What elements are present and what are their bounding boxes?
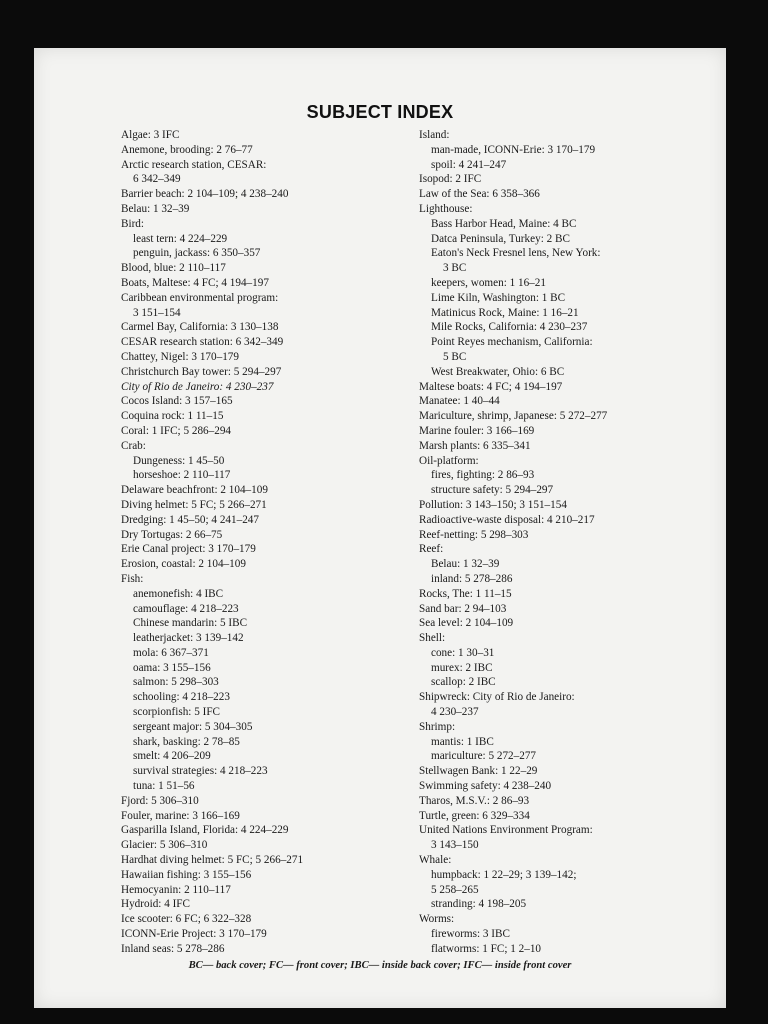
index-entry: Worms: — [419, 913, 455, 926]
index-entry: Erosion, coastal: 2 104–109 — [121, 558, 246, 571]
index-entry: Manatee: 1 40–44 — [419, 395, 500, 408]
index-entry: West Breakwater, Ohio: 6 BC — [431, 365, 565, 378]
index-entry: oama: 3 155–156 — [133, 661, 211, 674]
index-entry: Turtle, green: 6 329–334 — [419, 809, 530, 822]
index-entry: Diving helmet: 5 FC; 5 266–271 — [121, 498, 267, 511]
index-entry: Coral: 1 IFC; 5 286–294 — [121, 424, 232, 437]
index-entry: Caribbean environmental program: — [121, 291, 279, 304]
index-entry: keepers, women: 1 16–21 — [431, 276, 546, 289]
index-entry: Dredging: 1 45–50; 4 241–247 — [121, 513, 259, 526]
index-entry: mariculture: 5 272–277 — [431, 750, 537, 763]
index-entry: spoil: 4 241–247 — [431, 158, 507, 171]
index-entry: Hemocyanin: 2 110–117 — [121, 883, 231, 896]
index-entry: Radioactive-waste disposal: 4 210–217 — [419, 513, 595, 526]
index-entry: Stellwagen Bank: 1 22–29 — [419, 765, 538, 778]
index-entry: Boats, Maltese: 4 FC; 4 194–197 — [121, 276, 269, 289]
index-entry: Christchurch Bay tower: 5 294–297 — [121, 365, 282, 378]
index-entry: inland: 5 278–286 — [431, 572, 513, 585]
index-entry: mola: 6 367–371 — [133, 646, 209, 659]
index-entry: leatherjacket: 3 139–142 — [133, 632, 244, 645]
index-entry: Marine fouler: 3 166–169 — [419, 424, 535, 437]
index-entry: Delaware beachfront: 2 104–109 — [121, 484, 268, 497]
index-entry: Bird: — [121, 217, 144, 230]
index-entry: Reef: — [419, 543, 444, 556]
index-entry: tuna: 1 51–56 — [133, 780, 195, 793]
index-entry: Hawaiian fishing: 3 155–156 — [121, 868, 252, 881]
index-entry: ICONN-Erie Project: 3 170–179 — [121, 928, 267, 941]
index-entry: Crab: — [121, 439, 146, 452]
index-entry: Barrier beach: 2 104–109; 4 238–240 — [121, 188, 289, 201]
index-entry: Sea level: 2 104–109 — [419, 617, 514, 630]
index-entry: 3 BC — [443, 262, 467, 275]
index-entry: Erie Canal project: 3 170–179 — [121, 543, 256, 556]
index-entry: Point Reyes mechanism, California: — [431, 336, 593, 349]
index-entry: survival strategies: 4 218–223 — [133, 765, 268, 778]
index-entry: Fjord: 5 306–310 — [121, 794, 199, 807]
index-entry: Ice scooter: 6 FC; 6 322–328 — [121, 913, 252, 926]
index-entry: fires, fighting: 2 86–93 — [431, 469, 535, 482]
index-entry: shark, basking: 2 78–85 — [133, 735, 240, 748]
index-entry: Reef-netting: 5 298–303 — [419, 528, 529, 541]
index-entry: least tern: 4 224–229 — [133, 232, 228, 245]
index-entry: Chattey, Nigel: 3 170–179 — [121, 350, 239, 363]
index-entry: Lighthouse: — [419, 202, 473, 215]
index-entry: fireworms: 3 IBC — [431, 928, 510, 941]
index-entry: 3 151–154 — [133, 306, 181, 319]
index-entry: CESAR research station: 6 342–349 — [121, 336, 284, 349]
index-entry: Arctic research station, CESAR: — [121, 158, 267, 171]
index-entry: Tharos, M.S.V.: 2 86–93 — [419, 794, 530, 807]
index-entry: Marsh plants: 6 335–341 — [419, 439, 531, 452]
index-entry: Shrimp: — [419, 720, 456, 733]
index-entry: 5 BC — [443, 350, 467, 363]
index-entry: Bass Harbor Head, Maine: 4 BC — [431, 217, 577, 230]
index-entry: Sand bar: 2 94–103 — [419, 602, 507, 615]
index-column-right — [419, 128, 719, 957]
index-entry: Lime Kiln, Washington: 1 BC — [431, 291, 566, 304]
index-entry: Matinicus Rock, Maine: 1 16–21 — [431, 306, 579, 319]
index-entry: Dungeness: 1 45–50 — [133, 454, 225, 467]
index-entry: humpback: 1 22–29; 3 139–142; — [431, 868, 577, 881]
page-title: SUBJECT INDEX — [306, 102, 454, 122]
index-entry: Glacier: 5 306–310 — [121, 839, 208, 852]
index-entry: Hydroid: 4 IFC — [121, 898, 190, 911]
index-entry: 6 342–349 — [133, 173, 181, 186]
index-entry: Oil-platform: — [419, 454, 479, 467]
index-entry: Whale: — [419, 854, 452, 867]
index-entry: Datca Peninsula, Turkey: 2 BC — [431, 232, 570, 245]
index-entry: Coquina rock: 1 11–15 — [121, 410, 224, 423]
index-entry: camouflage: 4 218–223 — [133, 602, 239, 615]
index-entry: salmon: 5 298–303 — [133, 676, 219, 689]
index-entry: Island: — [419, 129, 450, 141]
index-entry: City of Rio de Janeiro: 4 230–237 — [121, 380, 274, 393]
index-entry: Fouler, marine: 3 166–169 — [121, 809, 240, 822]
index-entry: smelt: 4 206–209 — [133, 750, 211, 763]
index-entry: Gasparilla Island, Florida: 4 224–229 — [121, 824, 289, 837]
index-entry: Eaton's Neck Fresnel lens, New York: — [431, 247, 601, 260]
abbreviation-legend: BC— back cover; FC— front cover; IBC— inside back cover; IFC— inside front cover — [188, 960, 572, 971]
index-entry: schooling: 4 218–223 — [133, 691, 230, 704]
index-entry: anemonefish: 4 IBC — [133, 587, 224, 600]
index-entry: scorpionfish: 5 IFC — [133, 706, 221, 719]
index-entry: man-made, ICONN-Erie: 3 170–179 — [431, 143, 596, 156]
index-entry: penguin, jackass: 6 350–357 — [133, 247, 261, 260]
index-entry: Shipwreck: City of Rio de Janeiro: — [419, 691, 575, 704]
index-entry: 3 143–150 — [431, 839, 479, 852]
index-entry: Hardhat diving helmet: 5 FC; 5 266–271 — [121, 854, 304, 867]
index-entry: Law of the Sea: 6 358–366 — [419, 188, 540, 201]
index-column-left — [121, 128, 421, 957]
index-entry: Swimming safety: 4 238–240 — [419, 780, 552, 793]
index-entry: sergeant major: 5 304–305 — [133, 720, 253, 733]
index-entry: Inland seas: 5 278–286 — [121, 942, 225, 955]
index-entry: Algae: 3 IFC — [121, 129, 180, 141]
index-entry: Anemone, brooding: 2 76–77 — [121, 143, 253, 156]
index-entry: flatworms: 1 FC; 1 2–10 — [431, 942, 542, 955]
index-entry: Mariculture, shrimp, Japanese: 5 272–277 — [419, 410, 608, 423]
index-entry: mantis: 1 IBC — [431, 735, 494, 748]
index-entry: Dry Tortugas: 2 66–75 — [121, 528, 223, 541]
index-entry: stranding: 4 198–205 — [431, 898, 527, 911]
index-entry: Shell: — [419, 632, 446, 645]
index-entry: Belau: 1 32–39 — [121, 202, 190, 215]
index-entry: cone: 1 30–31 — [431, 646, 495, 659]
index-entry: Fish: — [121, 572, 144, 585]
index-entry: structure safety: 5 294–297 — [431, 484, 554, 497]
index-entry: Chinese mandarin: 5 IBC — [133, 617, 248, 630]
index-entry: Maltese boats: 4 FC; 4 194–197 — [419, 380, 563, 393]
index-entry: Mile Rocks, California: 4 230–237 — [431, 321, 588, 334]
index-entry: Blood, blue: 2 110–117 — [121, 262, 226, 275]
index-entry: 4 230–237 — [431, 706, 479, 719]
index-page — [34, 48, 726, 1008]
index-entry: Pollution: 3 143–150; 3 151–154 — [419, 498, 567, 511]
index-entry: scallop: 2 IBC — [431, 676, 496, 689]
index-entry: Carmel Bay, California: 3 130–138 — [121, 321, 279, 334]
index-entry: Isopod: 2 IFC — [419, 173, 482, 186]
index-entry: Belau: 1 32–39 — [431, 558, 500, 571]
index-entry: Rocks, The: 1 11–15 — [419, 587, 512, 600]
index-entry: Cocos Island: 3 157–165 — [121, 395, 233, 408]
index-entry: horseshoe: 2 110–117 — [133, 469, 231, 482]
index-entry: 5 258–265 — [431, 883, 479, 896]
index-entry: United Nations Environment Program: — [419, 824, 593, 837]
index-entry: murex: 2 IBC — [431, 661, 493, 674]
